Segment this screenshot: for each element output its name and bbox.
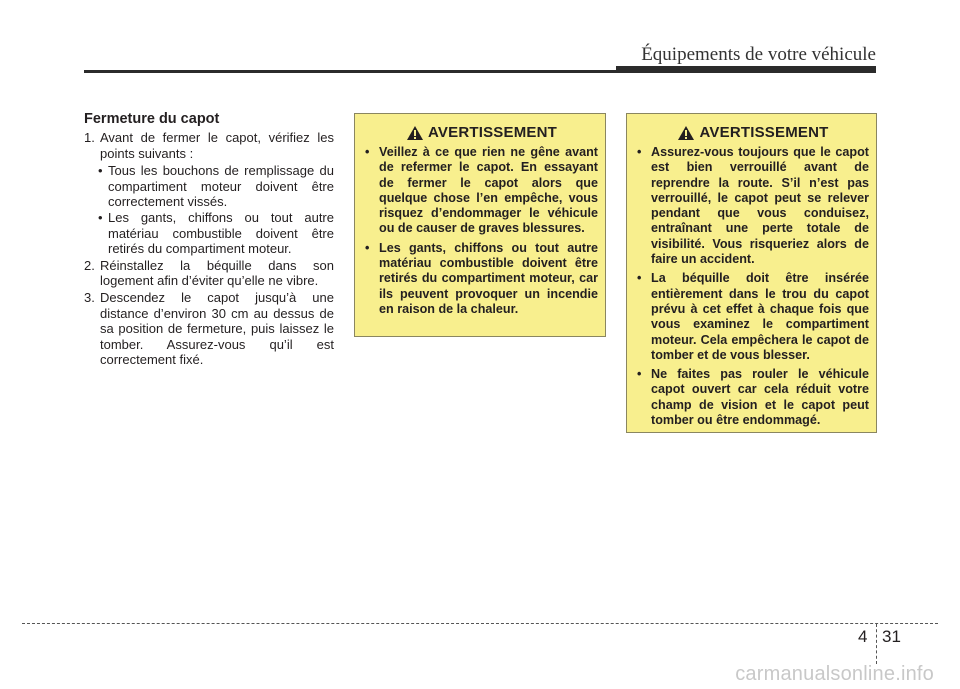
header-rule bbox=[84, 70, 876, 73]
footer-divider bbox=[876, 624, 877, 664]
step-number: 3. bbox=[84, 290, 95, 306]
warning-header bbox=[637, 124, 869, 141]
chapter-number: 4 bbox=[858, 627, 868, 646]
warning-item bbox=[637, 145, 869, 267]
step-text: Descendez le capot jusqu’à une distance d’environ 30 cm au dessus de sa position de fermeture, puis laissez le tomber. Assurez-vous qu’il est correctement fixé. bbox=[100, 290, 334, 368]
warning-item-text: Ne faites pas rouler le véhicule capot ouvert car cela réduit votre champ de vision et le capot peut tomber ou être endommagé. bbox=[651, 367, 869, 428]
warning-title: AVERTISSEMENT bbox=[427, 124, 557, 141]
bullet-icon: • bbox=[98, 210, 103, 226]
page-header-title: Équipements de votre véhicule bbox=[641, 44, 876, 65]
warning-item-text: Les gants, chiffons ou tout autre matériau combustible doivent être retirés du compartiment moteur, car ils peuvent provoquer un incendie en raison de la chaleur. bbox=[379, 240, 598, 316]
step-3 bbox=[84, 290, 334, 367]
footer-rule bbox=[22, 623, 938, 624]
page-number: 31 bbox=[882, 627, 901, 646]
warning-header bbox=[365, 124, 598, 141]
bullet-icon: • bbox=[637, 271, 642, 286]
step-1-sub-2 bbox=[84, 210, 334, 256]
step-2 bbox=[84, 258, 334, 289]
step-number: 1. bbox=[84, 130, 95, 146]
warning-item-text: Veillez à ce que rien ne gêne avant de refermer le capot. En essayant de fermer le capot alors que quelque chose l’en empêche, vous risquez d’endommager le véhicule ou de causer de graves blessures. bbox=[379, 145, 598, 236]
warning-item bbox=[365, 241, 598, 317]
step-1-sub-1 bbox=[84, 163, 334, 209]
bullet-icon: • bbox=[365, 145, 370, 159]
warning-item bbox=[637, 367, 869, 428]
warning-item-text: Assurez-vous toujours que le capot est bien verrouillé avant de reprendre la route. S’il n’est pas verrouillé, le capot peut se relever pendant que vous conduisez, entraînant une perte totale de visibilité. Vous risqueriez alors de faire un accident. bbox=[651, 145, 869, 267]
step-text: Réinstallez la béquille dans son logement afin d’éviter qu’elle ne vibre. bbox=[100, 257, 334, 289]
warning-item-text: La béquille doit être insérée entièrement dans le trou du capot prévu à cet effet à chaque fois que vous examinez le compartiment moteur. Cela empêchera le capot de tomber et de vous blesser. bbox=[651, 271, 869, 362]
bullet-icon: • bbox=[637, 367, 642, 382]
warning-box-2 bbox=[626, 113, 877, 433]
step-text: Avant de fermer le capot, vérifiez les points suivants : bbox=[100, 130, 334, 161]
warning-title: AVERTISSEMENT bbox=[699, 124, 829, 141]
step-number: 2. bbox=[84, 257, 95, 273]
bullet-icon: • bbox=[637, 145, 642, 159]
warning-icon bbox=[406, 125, 424, 141]
sub-text: Tous les bouchons de remplissage du compartiment moteur doivent être correctement vissés. bbox=[108, 163, 334, 210]
warning-item bbox=[365, 145, 598, 237]
warning-icon bbox=[677, 125, 695, 141]
bullet-icon: • bbox=[365, 240, 370, 255]
watermark: carmanualsonline.info bbox=[735, 663, 934, 685]
warning-box-1 bbox=[354, 113, 606, 337]
hood-closing-section bbox=[84, 112, 334, 370]
section-title: Fermeture du capot bbox=[84, 111, 220, 127]
warning-item bbox=[637, 271, 869, 363]
step-1 bbox=[84, 130, 334, 161]
sub-text: Les gants, chiffons ou tout autre matériau combustible doivent être retirés du compartiment moteur. bbox=[108, 210, 334, 257]
bullet-icon: • bbox=[98, 163, 103, 179]
